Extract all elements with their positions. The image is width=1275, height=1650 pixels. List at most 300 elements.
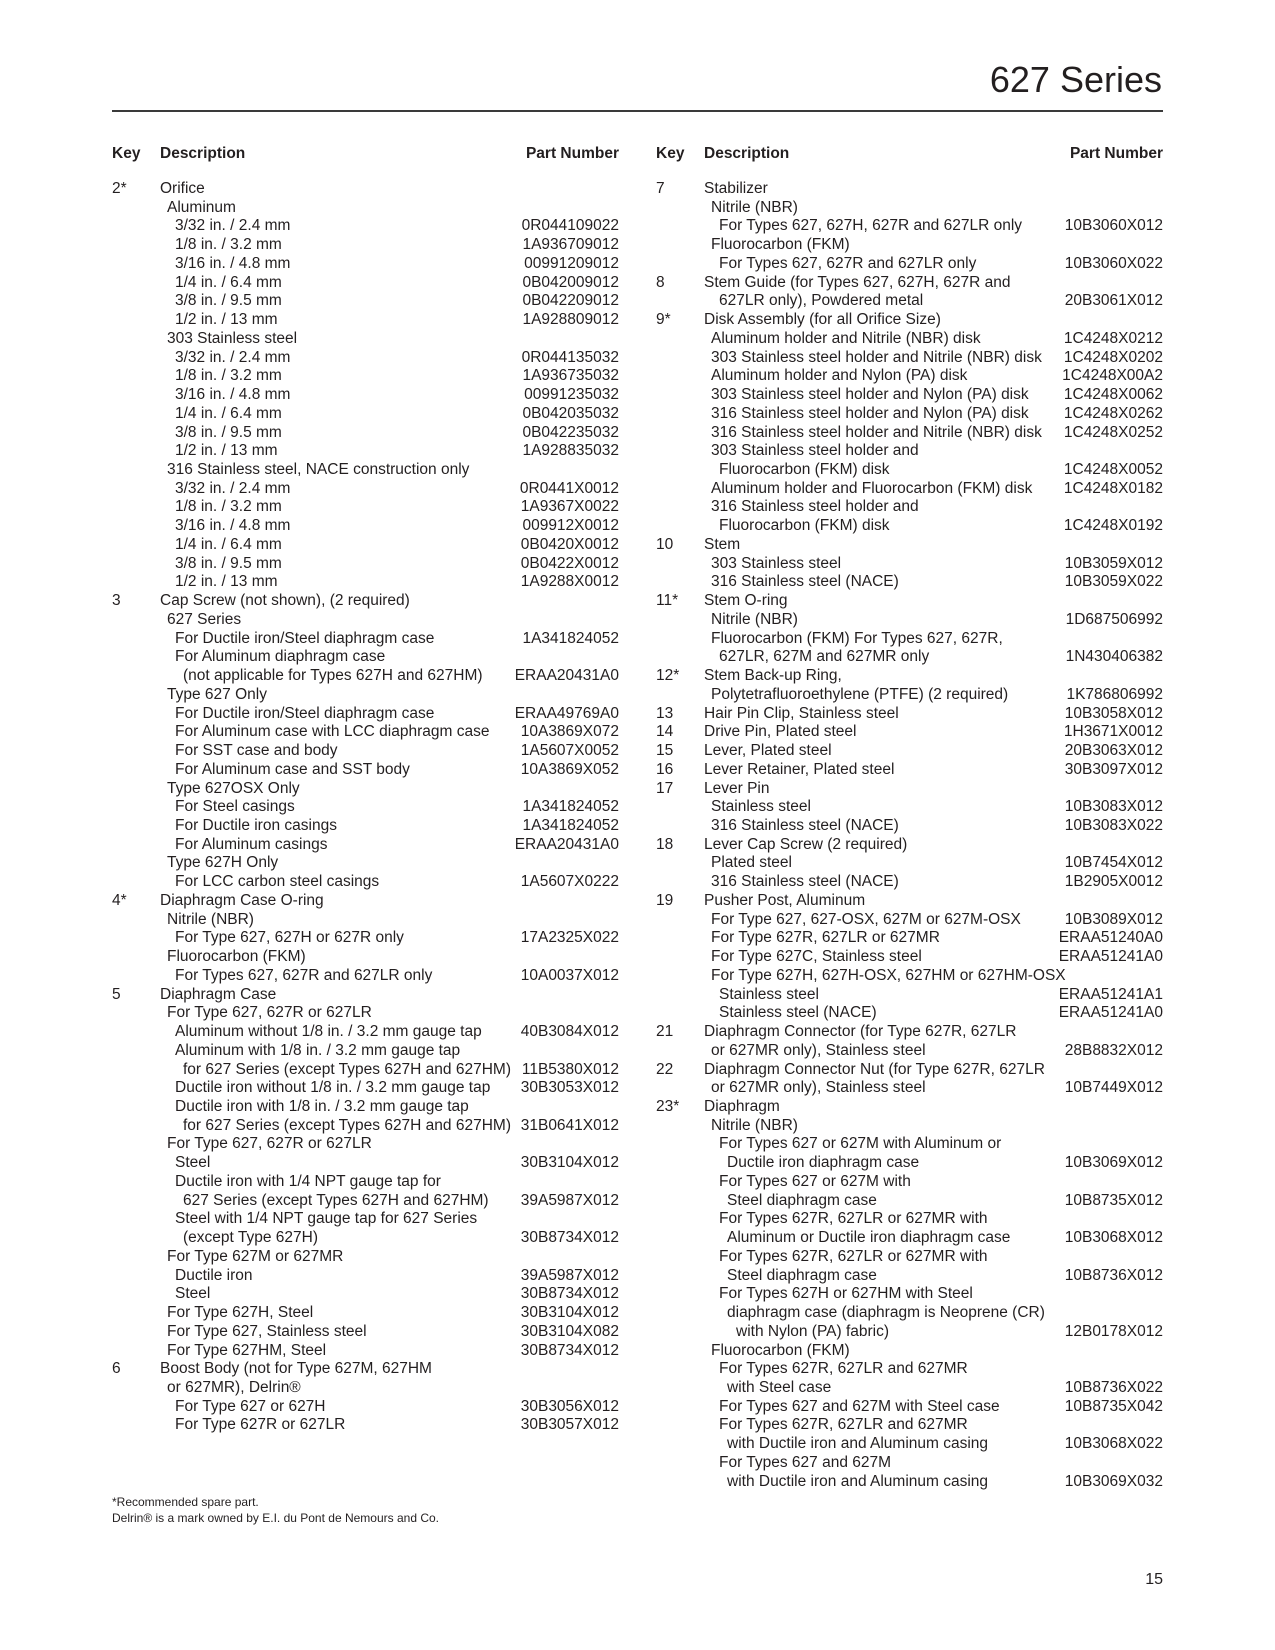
part-number-cell: 0B0422X0012: [520, 554, 619, 572]
description-cell: Lever Pin: [704, 779, 770, 797]
description-cell: 3/8 in. / 9.5 mm: [175, 423, 282, 441]
table-row: [112, 367, 619, 386]
description-cell: 1/8 in. / 3.2 mm: [175, 498, 282, 516]
part-number-cell: 10B3068X012: [1064, 1229, 1163, 1247]
table-row: [112, 480, 619, 499]
key-cell: 2*: [112, 180, 127, 197]
part-number-cell: 10B3060X022: [1064, 254, 1163, 272]
description-cell: Steel diaphragm case: [727, 1191, 877, 1209]
table-row: [112, 1079, 619, 1098]
description-cell: 303 Stainless steel: [167, 329, 298, 347]
table-header: [112, 144, 619, 164]
description-cell: for 627 Series (except Types 627H and 627HM): [183, 1116, 511, 1134]
part-number-cell: 30B8734X012: [520, 1285, 619, 1303]
part-number-cell: 0B0420X0012: [520, 535, 619, 553]
table-row: [112, 536, 619, 555]
table-row: [656, 667, 1163, 686]
table-row: [112, 1061, 619, 1080]
description-cell: Ductile iron diaphragm case: [727, 1154, 920, 1172]
parts-table-left: [112, 144, 619, 1434]
part-number-cell: ERAA51241A0: [1058, 1004, 1163, 1022]
table-row: [656, 780, 1163, 799]
part-number-cell: 1C4248X0192: [1063, 517, 1163, 535]
table-row: [112, 1117, 619, 1136]
table-row: [656, 873, 1163, 892]
description-cell: For Type 627C, Stainless steel: [711, 948, 922, 966]
table-row: [112, 817, 619, 836]
table-row: [112, 1323, 619, 1342]
part-number-cell: 0B042235032: [522, 423, 619, 441]
table-row: [656, 1210, 1163, 1229]
table-row: [112, 742, 619, 761]
table-row: [112, 873, 619, 892]
table-row: [112, 236, 619, 255]
description-cell: Fluorocarbon (FKM) For Types 627, 627R,: [711, 629, 1003, 647]
part-number-cell: 30B3056X012: [520, 1397, 619, 1415]
part-number-cell: 30B3104X082: [520, 1322, 619, 1340]
description-cell: or 627MR), Delrin®: [167, 1379, 301, 1396]
table-row: [656, 1323, 1163, 1342]
table-row: [656, 1004, 1163, 1023]
table-row: [656, 1379, 1163, 1398]
description-column-header: Description: [160, 145, 246, 162]
part-number-cell: 1H3671X0012: [1063, 723, 1163, 741]
description-cell: For Ductile iron casings: [175, 816, 337, 834]
table-row: [112, 386, 619, 405]
description-cell: Boost Body (not for Type 627M, 627HM: [160, 1360, 432, 1378]
table-row: [656, 1248, 1163, 1267]
description-cell: Fluorocarbon (FKM): [711, 1341, 850, 1359]
table-row: [656, 1342, 1163, 1361]
table-row: [112, 1098, 619, 1117]
parts-list-left: [112, 180, 619, 1435]
key-cell: 18: [656, 835, 674, 853]
description-cell: For Types 627 or 627M with: [719, 1172, 911, 1190]
table-row: [112, 405, 619, 424]
description-cell: 3/32 in. / 2.4 mm: [175, 348, 291, 366]
description-column-header: Description: [704, 145, 790, 162]
table-row: [112, 517, 619, 536]
description-cell: 3/16 in. / 4.8 mm: [175, 517, 291, 535]
table-row: [656, 1454, 1163, 1473]
part-number-cell: 0R0441X0012: [519, 479, 619, 497]
table-row: [112, 1229, 619, 1248]
description-cell: 316 Stainless steel (NACE): [711, 573, 899, 591]
table-row: [656, 1285, 1163, 1304]
description-cell: Fluorocarbon (FKM): [711, 236, 850, 254]
key-cell: 3: [112, 592, 121, 610]
description-cell: for 627 Series (except Types 627H and 627HM): [183, 1060, 511, 1078]
part-number-cell: ERAA51241A0: [1058, 948, 1163, 966]
description-cell: or 627MR only), Stainless steel: [711, 1041, 926, 1059]
description-cell: Fluorocarbon (FKM) disk: [719, 461, 890, 479]
description-cell: Stainless steel: [719, 985, 819, 1003]
description-cell: For Ductile iron/Steel diaphragm case: [175, 704, 435, 722]
footnote-delrin: Delrin® is a mark owned by E.I. du Pont de Nemours and Co.: [112, 1511, 439, 1525]
part-number-cell: 10B3059X022: [1064, 573, 1163, 591]
part-number-cell: 0R044109022: [521, 217, 619, 235]
description-cell: 627 Series (except Types 627H and 627HM): [183, 1191, 489, 1209]
table-row: [656, 761, 1163, 780]
description-cell: 316 Stainless steel, NACE construction only: [167, 461, 470, 479]
key-cell: 19: [656, 891, 674, 909]
part-number-cell: 30B8734X012: [520, 1229, 619, 1247]
part-number-cell: 30B3104X012: [520, 1304, 619, 1322]
description-cell: with Steel case: [727, 1379, 832, 1396]
table-row: [656, 592, 1163, 611]
part-number-cell: 1B2905X0012: [1064, 873, 1163, 891]
table-row: [656, 573, 1163, 592]
key-cell: 7: [656, 180, 665, 197]
description-cell: Type 627OSX Only: [167, 779, 300, 797]
part-number-cell: 30B3097X012: [1064, 760, 1163, 778]
description-cell: 316 Stainless steel (NACE): [711, 816, 899, 834]
part-number-cell: 10B8736X012: [1064, 1266, 1163, 1284]
description-cell: Fluorocarbon (FKM): [167, 948, 306, 966]
table-row: [656, 1473, 1163, 1492]
part-number-cell: ERAA51240A0: [1058, 929, 1163, 947]
table-row: [112, 705, 619, 724]
description-cell: For Types 627R, 627LR and 627MR: [719, 1360, 968, 1378]
table-row: [656, 854, 1163, 873]
description-cell: For Aluminum case and SST body: [175, 760, 410, 778]
table-row: [112, 611, 619, 630]
table-row: [112, 555, 619, 574]
description-cell: Lever Cap Screw (2 required): [704, 835, 908, 853]
description-cell: Aluminum holder and Fluorocarbon (FKM) disk: [711, 479, 1033, 497]
description-cell: with Nylon (PA) fabric): [736, 1322, 890, 1340]
part-number-cell: 1A5607X0222: [520, 873, 619, 891]
description-cell: 316 Stainless steel (NACE): [711, 873, 899, 891]
description-cell: For Types 627H or 627HM with Steel: [719, 1285, 973, 1303]
table-row: [112, 986, 619, 1005]
part-number-cell: 10B3058X012: [1064, 704, 1163, 722]
part-number-cell: 10B3083X012: [1064, 798, 1163, 816]
part-number-column-header: Part Number: [525, 145, 619, 162]
description-cell: Nitrile (NBR): [167, 910, 254, 928]
table-row: [656, 1304, 1163, 1323]
description-cell: Type 627H Only: [167, 854, 279, 872]
table-row: [656, 274, 1163, 293]
key-cell: 11*: [656, 592, 679, 610]
part-number-cell: 1A341824052: [522, 629, 619, 647]
table-row: [112, 780, 619, 799]
description-cell: 3/8 in. / 9.5 mm: [175, 292, 282, 310]
table-row: [112, 1398, 619, 1417]
part-number-cell: 0B042035032: [522, 404, 619, 422]
description-cell: For Type 627R, 627LR or 627MR: [711, 929, 940, 947]
table-row: [112, 1285, 619, 1304]
table-row: [112, 311, 619, 330]
part-number-cell: 10B3083X022: [1064, 816, 1163, 834]
table-row: [656, 1360, 1163, 1379]
table-row: [112, 1342, 619, 1361]
description-cell: Lever, Plated steel: [704, 742, 832, 760]
table-row: [656, 1117, 1163, 1136]
part-number-cell: 10B3060X012: [1064, 217, 1163, 235]
description-cell: For Type 627M or 627MR: [167, 1247, 344, 1265]
description-cell: Type 627 Only: [167, 685, 267, 703]
table-row: [656, 1416, 1163, 1435]
part-number-cell: 0R044135032: [521, 348, 619, 366]
description-cell: with Ductile iron and Aluminum casing: [727, 1472, 989, 1490]
part-number-cell: 1C4248X0262: [1063, 404, 1163, 422]
table-row: [656, 180, 1163, 199]
table-row: [656, 929, 1163, 948]
part-number-cell: 40B3084X012: [520, 1023, 619, 1041]
part-number-cell: 10A3869X052: [520, 760, 619, 778]
key-cell: 6: [112, 1360, 121, 1378]
table-row: [656, 798, 1163, 817]
part-number-cell: 10B3089X012: [1064, 910, 1163, 928]
table-row: [112, 911, 619, 930]
description-cell: For Types 627R, 627LR and 627MR: [719, 1416, 968, 1434]
description-cell: 3/32 in. / 2.4 mm: [175, 217, 291, 235]
part-number-cell: 00991235032: [524, 386, 619, 404]
table-row: [656, 311, 1163, 330]
part-number-cell: 10B8736X022: [1064, 1379, 1163, 1396]
table-row: [112, 1210, 619, 1229]
description-cell: 3/8 in. / 9.5 mm: [175, 554, 282, 572]
description-cell: Steel: [175, 1285, 211, 1303]
part-number-cell: 30B8734X012: [520, 1341, 619, 1359]
table-row: [112, 667, 619, 686]
description-cell: Disk Assembly (for all Orifice Size): [704, 311, 941, 329]
table-row: [656, 1135, 1163, 1154]
description-cell: For Type 627, 627H or 627R only: [175, 929, 404, 947]
description-cell: For Aluminum casings: [175, 835, 328, 853]
part-number-cell: 1A341824052: [522, 798, 619, 816]
description-cell: Orifice: [160, 180, 205, 197]
description-cell: Fluorocarbon (FKM) disk: [719, 517, 890, 535]
description-cell: 1/8 in. / 3.2 mm: [175, 367, 282, 385]
table-row: [112, 330, 619, 349]
part-number-cell: 1A928809012: [522, 311, 619, 329]
key-cell: 21: [656, 1023, 674, 1041]
description-cell: For Types 627 and 627M: [719, 1453, 892, 1471]
description-cell: 3/16 in. / 4.8 mm: [175, 254, 291, 272]
footnote-spare-part: *Recommended spare part.: [112, 1495, 259, 1509]
table-row: [656, 498, 1163, 517]
table-row: [112, 648, 619, 667]
description-cell: with Ductile iron and Aluminum casing: [727, 1435, 989, 1453]
description-cell: Stem O-ring: [704, 592, 788, 610]
description-cell: 627LR, 627M and 627MR only: [719, 648, 930, 666]
description-cell: 627LR only), Powdered metal: [719, 292, 924, 310]
part-number-cell: 10B3069X032: [1064, 1472, 1163, 1490]
table-row: [112, 1154, 619, 1173]
description-cell: Stem: [704, 535, 741, 553]
table-row: [112, 573, 619, 592]
description-cell: For Type 627H, Steel: [167, 1304, 314, 1322]
description-cell: For Type 627H, 627H-OSX, 627HM or 627HM-OSX: [711, 966, 1066, 984]
description-cell: For Type 627HM, Steel: [167, 1341, 327, 1359]
description-cell: Diaphragm Case: [160, 985, 277, 1003]
table-row: [112, 723, 619, 742]
table-row: [112, 199, 619, 218]
description-cell: 303 Stainless steel holder and Nitrile (NBR) disk: [711, 348, 1042, 366]
table-row: [656, 1098, 1163, 1117]
description-cell: For Types 627R, 627LR or 627MR with: [719, 1247, 988, 1265]
key-column-header: Key: [112, 145, 141, 162]
footnotes: [112, 1494, 439, 1526]
part-number-cell: 1A9288X0012: [520, 573, 619, 591]
table-row: [656, 367, 1163, 386]
table-row: [656, 1398, 1163, 1417]
table-row: [112, 948, 619, 967]
table-row: [112, 929, 619, 948]
table-row: [112, 836, 619, 855]
table-row: [656, 555, 1163, 574]
table-row: [656, 1154, 1163, 1173]
part-number-cell: 0B042009012: [522, 273, 619, 291]
description-cell: Aluminum or Ductile iron diaphragm case: [727, 1229, 1011, 1247]
table-row: [656, 517, 1163, 536]
table-row: [656, 405, 1163, 424]
description-cell: For Aluminum case with LCC diaphragm case: [175, 723, 490, 741]
description-cell: For Type 627R or 627LR: [175, 1416, 346, 1434]
part-number-cell: 1A936709012: [522, 236, 619, 254]
table-header: [656, 144, 1163, 164]
table-row: [112, 630, 619, 649]
description-cell: Nitrile (NBR): [711, 1116, 798, 1134]
table-row: [112, 798, 619, 817]
part-number-cell: 10B7449X012: [1064, 1079, 1163, 1097]
table-row: [656, 1229, 1163, 1248]
key-cell: 5: [112, 985, 121, 1003]
table-row: [656, 1079, 1163, 1098]
part-number-cell: 10A3869X072: [520, 723, 619, 741]
table-row: [112, 180, 619, 199]
description-cell: or 627MR only), Stainless steel: [711, 1079, 926, 1097]
description-cell: 3/32 in. / 2.4 mm: [175, 479, 291, 497]
part-number-cell: ERAA20431A0: [514, 667, 619, 685]
key-cell: 9*: [656, 311, 671, 329]
part-number-cell: 20B3061X012: [1064, 292, 1163, 310]
description-cell: diaphragm case (diaphragm is Neoprene (CR): [727, 1304, 1045, 1322]
part-number-cell: 1A341824052: [522, 816, 619, 834]
table-row: [112, 1304, 619, 1323]
description-cell: For Types 627, 627R and 627LR only: [175, 966, 433, 984]
description-cell: (except Type 627H): [183, 1229, 318, 1247]
table-row: [656, 461, 1163, 480]
description-cell: 303 Stainless steel holder and: [711, 442, 919, 460]
table-row: [112, 854, 619, 873]
table-row: [656, 255, 1163, 274]
table-row: [112, 1248, 619, 1267]
table-row: [112, 1379, 619, 1398]
table-row: [656, 536, 1163, 555]
description-cell: Aluminum holder and Nitrile (NBR) disk: [711, 329, 981, 347]
part-number-cell: 1C4248X0202: [1063, 348, 1163, 366]
table-row: [656, 1023, 1163, 1042]
table-row: [112, 461, 619, 480]
description-cell: For Type 627, 627R or 627LR: [167, 1135, 372, 1153]
table-row: [656, 911, 1163, 930]
description-cell: For Types 627 or 627M with Aluminum or: [719, 1135, 1002, 1153]
description-cell: 303 Stainless steel holder and Nylon (PA) disk: [711, 386, 1029, 404]
table-row: [112, 1023, 619, 1042]
part-number-cell: 30B3057X012: [520, 1416, 619, 1434]
table-row: [112, 424, 619, 443]
table-row: [656, 986, 1163, 1005]
part-number-cell: 30B3104X012: [520, 1154, 619, 1172]
description-cell: 316 Stainless steel holder and Nitrile (NBR) disk: [711, 423, 1042, 441]
parts-table-right: [656, 144, 1163, 1490]
table-row: [656, 836, 1163, 855]
part-number-cell: 1A928835032: [522, 442, 619, 460]
key-cell: 8: [656, 273, 665, 291]
description-cell: Aluminum with 1/8 in. / 3.2 mm gauge tap: [175, 1041, 461, 1059]
description-cell: 1/4 in. / 6.4 mm: [175, 273, 282, 291]
table-row: [656, 199, 1163, 218]
part-number-cell: 17A2325X022: [520, 929, 619, 947]
table-row: [656, 648, 1163, 667]
description-cell: 627 Series: [167, 610, 242, 628]
table-row: [112, 255, 619, 274]
description-cell: 316 Stainless steel holder and: [711, 498, 919, 516]
part-number-cell: 10B3069X012: [1064, 1154, 1163, 1172]
table-row: [112, 1004, 619, 1023]
table-row: [656, 480, 1163, 499]
key-cell: 17: [656, 779, 674, 797]
table-row: [112, 761, 619, 780]
part-number-cell: 0B042209012: [522, 292, 619, 310]
parts-list-right: [656, 180, 1163, 1491]
table-row: [656, 217, 1163, 236]
part-number-column-header: Part Number: [1069, 145, 1163, 162]
description-cell: For Steel casings: [175, 798, 295, 816]
part-number-cell: 10B7454X012: [1064, 854, 1163, 872]
table-row: [656, 705, 1163, 724]
table-row: [656, 1061, 1163, 1080]
part-number-cell: 1A936735032: [522, 367, 619, 385]
description-cell: Diaphragm Connector Nut (for Type 627R, 627LR: [704, 1060, 1045, 1078]
description-cell: For Type 627 or 627H: [175, 1397, 326, 1415]
part-number-cell: 31B0641X012: [520, 1116, 619, 1134]
table-row: [656, 611, 1163, 630]
key-cell: 14: [656, 723, 674, 741]
key-cell: 15: [656, 742, 674, 760]
table-row: [656, 1192, 1163, 1211]
description-cell: 316 Stainless steel holder and Nylon (PA) disk: [711, 404, 1029, 422]
description-cell: For Type 627, Stainless steel: [167, 1322, 367, 1340]
description-cell: 3/16 in. / 4.8 mm: [175, 386, 291, 404]
description-cell: 1/2 in. / 13 mm: [175, 311, 278, 329]
description-cell: Aluminum: [167, 198, 236, 216]
part-number-cell: 1D687506992: [1065, 610, 1163, 628]
table-row: [656, 967, 1163, 986]
table-row: [656, 386, 1163, 405]
part-number-cell: 1C4248X0212: [1063, 329, 1163, 347]
description-cell: Stem Guide (for Types 627, 627H, 627R and: [704, 273, 1011, 291]
table-row: [656, 817, 1163, 836]
table-row: [112, 274, 619, 293]
table-row: [112, 1173, 619, 1192]
table-row: [656, 892, 1163, 911]
table-row: [656, 236, 1163, 255]
part-number-cell: 39A5987X012: [520, 1266, 619, 1284]
page-number: 15: [1145, 1571, 1163, 1588]
part-number-cell: 1A9367X0022: [520, 498, 619, 516]
part-number-cell: 11B5380X012: [521, 1060, 619, 1078]
part-number-cell: 1A5607X0052: [520, 742, 619, 760]
table-row: [112, 686, 619, 705]
description-cell: For Type 627, 627-OSX, 627M or 627M-OSX: [711, 910, 1021, 928]
key-cell: 13: [656, 704, 674, 722]
table-row: [112, 217, 619, 236]
part-number-cell: 1C4248X0062: [1063, 386, 1163, 404]
